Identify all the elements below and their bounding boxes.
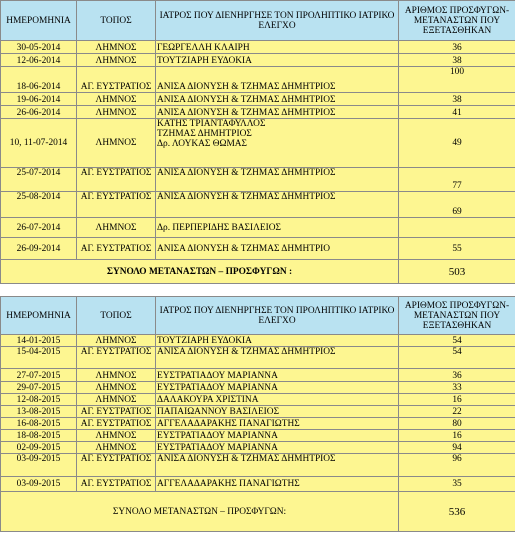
cell-date: 18-06-2014	[1, 67, 77, 93]
cell-doctor: ΑΝΙΣΑ ΔΙΟΝΥΣΗ & ΤΖΗΜΑΣ ΔΗΜΗΤΡΙΟΣ	[156, 454, 399, 477]
cell-date: 30-05-2014	[1, 41, 77, 54]
cell-doctor: Δρ. ΠΕΡΠΕΡΙΔΗΣ ΒΑΣΙΛΕΙΟΣ	[156, 218, 399, 238]
table-row	[1, 406, 515, 418]
cell-doctor: ΓΕΩΡΓΕΛΛΗ ΚΛΑΙΡΗ	[156, 41, 399, 54]
table-row	[1, 369, 515, 382]
table-row	[1, 238, 515, 260]
cell-doctor: ΤΟΥΤΖΙΑΡΗ ΕΥΔΟΚΙΑ	[156, 335, 399, 347]
cell-place: ΛΗΜΝΟΣ	[77, 106, 156, 119]
table-row	[1, 477, 515, 492]
cell-doctor: ΑΝΙΣΑ ΔΙΟΝΥΣΗ & ΤΖΗΜΑΣ ΔΗΜΗΤΡΙΟΣ	[156, 67, 399, 93]
cell-doctor: ΤΟΥΤΖΙΑΡΗ ΕΥΔΟΚΙΑ	[156, 54, 399, 67]
table-header-row	[1, 297, 515, 335]
table-row	[1, 382, 515, 394]
cell-count: 69	[399, 192, 515, 218]
cell-place: ΑΓ. ΕΥΣΤΡΑΤΙΟΣ	[77, 238, 156, 260]
cell-count: 96	[399, 454, 515, 477]
cell-place: ΛΗΜΝΟΣ	[77, 382, 156, 394]
table-row	[1, 67, 515, 93]
cell-date: 03-09-2015	[1, 477, 77, 492]
table-row	[1, 218, 515, 238]
cell-date: 16-08-2015	[1, 418, 77, 430]
cell-count: 36	[399, 41, 515, 54]
cell-date: 12-08-2015	[1, 394, 77, 406]
cell-doctor: ΑΝΙΣΑ ΔΙΟΝΥΣΗ & ΤΖΗΜΑΣ ΔΗΜΗΤΡΙΟΣ	[156, 347, 399, 369]
cell-doctor: ΑΓΓΕΛΑΔΑΡΑΚΗΣ ΠΑΝΑΓΙΩΤΗΣ	[156, 477, 399, 492]
cell-count: 100	[399, 67, 515, 93]
cell-place: ΛΗΜΝΟΣ	[77, 93, 156, 106]
cell-date: 26-06-2014	[1, 106, 77, 119]
cell-count: 35	[399, 477, 515, 492]
cell-place: ΑΓ. ΕΥΣΤΡΑΤΙΟΣ	[77, 192, 156, 218]
total-label: ΣΥΝΟΛΟ ΜΕΤΑΝΑΣΤΩΝ – ΠΡΟΣΦΥΓΩΝ:	[1, 492, 399, 532]
cell-count: 16	[399, 394, 515, 406]
cell-doctor	[156, 119, 399, 168]
table-row	[1, 93, 515, 106]
cell-date: 29-07-2015	[1, 382, 77, 394]
cell-date: 27-07-2015	[1, 369, 77, 382]
cell-date: 10, 11-07-2014	[1, 119, 77, 168]
cell-count: 16	[399, 430, 515, 442]
cell-date: 02-09-2015	[1, 442, 77, 454]
cell-count: 38	[399, 93, 515, 106]
cell-place: ΛΗΜΝΟΣ	[77, 335, 156, 347]
cell-date: 12-06-2014	[1, 54, 77, 67]
cell-place: ΑΓ. ΕΥΣΤΡΑΤΙΟΣ	[77, 347, 156, 369]
cell-place: ΑΓ. ΕΥΣΤΡΑΤΙΟΣ	[77, 418, 156, 430]
header-date: ΗΜΕΡΟΜΗΝΙΑ	[1, 1, 77, 41]
total-value: 503	[399, 260, 515, 284]
table-row	[1, 394, 515, 406]
table-row	[1, 106, 515, 119]
cell-place: ΑΓ. ΕΥΣΤΡΑΤΙΟΣ	[77, 67, 156, 93]
table-row	[1, 418, 515, 430]
cell-date: 13-08-2015	[1, 406, 77, 418]
cell-count: 80	[399, 418, 515, 430]
header-place: ΤΟΠΟΣ	[77, 297, 156, 335]
cell-place: ΑΓ. ΕΥΣΤΡΑΤΙΟΣ	[77, 477, 156, 492]
total-row	[1, 492, 515, 532]
cell-date: 14-01-2015	[1, 335, 77, 347]
header-count: ΑΡΙΘΜΟΣ ΠΡΟΣΦΥΓΩΝ-ΜΕΤΑΝΑΣΤΩΝ ΠΟΥ ΕΞΕΤΑΣΘΗΚΑΝ	[399, 1, 515, 41]
table-2015	[0, 296, 515, 532]
cell-doctor: ΕΥΣΤΡΑΤΙΑΔΟΥ ΜΑΡΙΑΝΝΑ	[156, 382, 399, 394]
doctor-line: ΤΖΗΜΑΣ ΔΗΜΗΤΡΙΟΣ	[157, 129, 252, 139]
cell-doctor: ΔΑΛΑΚΟΥΡΑ ΧΡΙΣΤΙΝΑ	[156, 394, 399, 406]
table-header-row	[1, 1, 515, 41]
cell-doctor: ΑΝΙΣΑ ΔΙΟΝΥΣΗ & ΤΖΗΜΑΣ ΔΗΜΗΤΡΙΟΣ	[156, 93, 399, 106]
cell-place: ΛΗΜΝΟΣ	[77, 430, 156, 442]
header-doctor: ΙΑΤΡΟΣ ΠΟΥ ΔΙΕΝΗΡΓΗΣΕ ΤΟΝ ΠΡΟΛΗΠΤΙΚΟ ΙΑΤΡΙΚΟ ΕΛΕΓΧΟ	[156, 1, 399, 41]
cell-date: 15-04-2015	[1, 347, 77, 369]
header-count: ΑΡΙΘΜΟΣ ΠΡΟΣΦΥΓΩΝ-ΜΕΤΑΝΑΣΤΩΝ ΠΟΥ ΕΞΕΤΑΣΘΗΚΑΝ	[399, 297, 515, 335]
cell-count: 49	[399, 119, 515, 168]
header-place: ΤΟΠΟΣ	[77, 1, 156, 41]
cell-place: ΛΗΜΝΟΣ	[77, 218, 156, 238]
cell-doctor: ΕΥΣΤΡΑΤΙΑΔΟΥ ΜΑΡΙΑΝΝΑ	[156, 369, 399, 382]
cell-place: ΛΗΜΝΟΣ	[77, 369, 156, 382]
cell-count: 55	[399, 238, 515, 260]
cell-date: 18-08-2015	[1, 430, 77, 442]
cell-count: 33	[399, 382, 515, 394]
cell-count: 94	[399, 442, 515, 454]
cell-count: 54	[399, 347, 515, 369]
table-row	[1, 119, 515, 168]
table-row	[1, 347, 515, 369]
cell-place: ΛΗΜΝΟΣ	[77, 442, 156, 454]
table-row	[1, 192, 515, 218]
cell-doctor: ΑΝΙΣΑ ΔΙΟΝΥΣΗ & ΤΖΗΜΑΣ ΔΗΜΗΤΡΙΟΣ	[156, 168, 399, 192]
doctor-line: ΚΑΤΗΣ ΤΡΙΑΝΤΑΦΥΛΛΟΣ	[157, 119, 266, 129]
table-row	[1, 54, 515, 67]
total-value: 536	[399, 492, 515, 532]
cell-date: 03-09-2015	[1, 454, 77, 477]
cell-place: ΑΓ. ΕΥΣΤΡΑΤΙΟΣ	[77, 168, 156, 192]
table-row	[1, 41, 515, 54]
cell-place: ΛΗΜΝΟΣ	[77, 119, 156, 168]
cell-doctor: ΑΓΓΕΛΑΔΑΡΑΚΗΣ ΠΑΝΑΓΙΩΤΗΣ	[156, 418, 399, 430]
cell-doctor: ΑΝΙΣΑ ΔΙΟΝΥΣΗ & ΤΖΗΜΑΣ ΔΗΜΗΤΡΙΟΣ	[156, 106, 399, 119]
cell-date: 26-09-2014	[1, 238, 77, 260]
cell-doctor: ΑΝΙΣΑ ΔΙΟΝΥΣΗ & ΤΖΗΜΑΣ ΔΗΜΗΤΡΙΟΣ	[156, 192, 399, 218]
total-label: ΣΥΝΟΛΟ ΜΕΤΑΝΑΣΤΩΝ – ΠΡΟΣΦΥΓΩΝ :	[1, 260, 399, 284]
cell-doctor: ΠΑΠΑΙΩΑΝΝΟΥ ΒΑΣΙΛΕΙΟΣ	[156, 406, 399, 418]
cell-count: 41	[399, 106, 515, 119]
cell-count: 77	[399, 168, 515, 192]
cell-place: ΑΓ. ΕΥΣΤΡΑΤΙΟΣ	[77, 454, 156, 477]
cell-date: 26-07-2014	[1, 218, 77, 238]
header-doctor: ΙΑΤΡΟΣ ΠΟΥ ΔΙΕΝΗΡΓΗΣΕ ΤΟΝ ΠΡΟΛΗΠΤΙΚΟ ΙΑΤΡΙΚΟ ΕΛΕΓΧΟ	[156, 297, 399, 335]
cell-place: ΑΓ. ΕΥΣΤΡΑΤΙΟΣ	[77, 406, 156, 418]
cell-count	[399, 218, 515, 238]
table-row	[1, 430, 515, 442]
table-row	[1, 168, 515, 192]
cell-date: 25-08-2014	[1, 192, 77, 218]
cell-date: 25-07-2014	[1, 168, 77, 192]
cell-doctor: ΕΥΣΤΡΑΤΙΑΔΟΥ ΜΑΡΙΑΝΝΑ	[156, 430, 399, 442]
table-row	[1, 335, 515, 347]
cell-doctor: ΑΝΙΣΑ ΔΙΟΝΥΣΗ & ΤΖΗΜΑΣ ΔΗΜΗΤΡΙΟ	[156, 238, 399, 260]
cell-place: ΛΗΜΝΟΣ	[77, 394, 156, 406]
cell-count: 54	[399, 335, 515, 347]
cell-place: ΛΗΜΝΟΣ	[77, 41, 156, 54]
cell-doctor: ΕΥΣΤΡΑΤΙΑΔΟΥ ΜΑΡΙΑΝΝΑ	[156, 442, 399, 454]
table-row	[1, 442, 515, 454]
cell-count: 36	[399, 369, 515, 382]
cell-count: 22	[399, 406, 515, 418]
cell-place: ΛΗΜΝΟΣ	[77, 54, 156, 67]
doctor-line: Δρ. ΛΟΥΚΑΣ ΘΩΜΑΣ	[157, 139, 248, 149]
cell-count: 38	[399, 54, 515, 67]
cell-date: 19-06-2014	[1, 93, 77, 106]
total-row	[1, 260, 515, 284]
table-row	[1, 454, 515, 477]
header-date: ΗΜΕΡΟΜΗΝΙΑ	[1, 297, 77, 335]
